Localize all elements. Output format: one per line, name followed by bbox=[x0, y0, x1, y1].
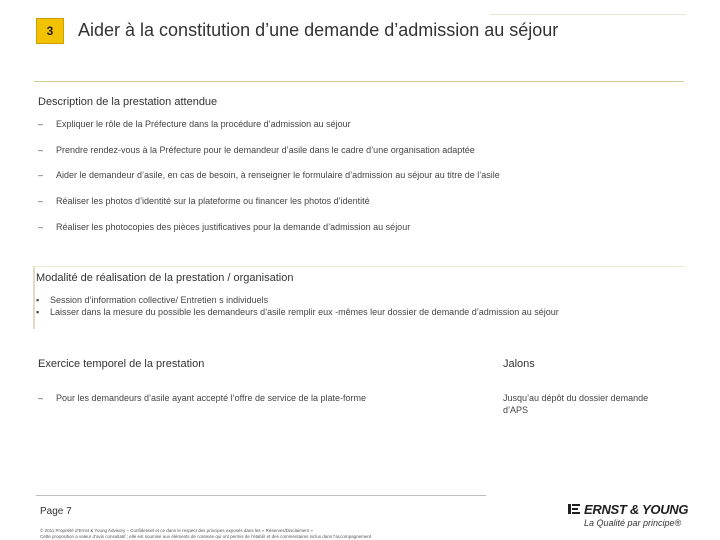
list-item-text: Aider le demandeur d’asile, en cas de besoin, à renseigner le formulaire d’admission au séjour au titre de l’asile bbox=[56, 170, 500, 180]
jalons-text-line: Jusqu’au dépôt du dossier demande bbox=[503, 393, 649, 403]
header-rule bbox=[490, 14, 686, 15]
square-bullet-icon: ▪ bbox=[36, 307, 40, 317]
dash-marker: – bbox=[38, 170, 44, 180]
company-tagline: La Qualité par principe® bbox=[584, 518, 682, 528]
list-item bbox=[38, 145, 475, 155]
square-bullet-icon: ▪ bbox=[36, 295, 40, 305]
page-number: Page 7 bbox=[40, 506, 72, 517]
dash-marker: – bbox=[38, 145, 44, 155]
list-item-text: Session d’information collective/ Entretien s individuels bbox=[50, 295, 269, 305]
list-item bbox=[38, 170, 500, 180]
dash-marker: – bbox=[38, 119, 44, 129]
page-title: Aider à la constitution d’une demande d’admission au séjour bbox=[78, 20, 559, 40]
dash-marker: – bbox=[38, 196, 44, 206]
company-logo-text: ERNST & YOUNG bbox=[584, 502, 689, 517]
list-item bbox=[38, 393, 366, 403]
list-item-text: Laisser dans la mesure du possible les demandeurs d’asile remplir eux -mêmes leur dossier de demande d’admission au séjour bbox=[50, 307, 559, 317]
organisation-section-title: Modalité de réalisation de la prestation / organisation bbox=[36, 272, 294, 284]
footer-disclaimer: Cette proposition a valeur d’avis consultatif ; elle est soumise aux éléments de contexte qui ont permis de l’établir et des commentaires inclus dans l’accompagnement bbox=[40, 534, 372, 539]
footer-divider bbox=[36, 495, 486, 496]
title-divider bbox=[34, 81, 684, 82]
dash-marker: – bbox=[38, 393, 44, 403]
list-item bbox=[38, 196, 370, 206]
footer-copyright: © 2011 Propriété d’Ernst & Young Advisory – Confidentiel et ce dans le respect des principes exposés dans les « Réserves/Disclaimers » bbox=[40, 528, 313, 533]
ernst-young-logo-icon bbox=[567, 503, 581, 515]
description-section-title: Description de la prestation attendue bbox=[38, 96, 218, 108]
list-item bbox=[38, 119, 351, 129]
list-item-text: Prendre rendez-vous à la Préfecture pour le demandeur d’asile dans le cadre d’une organisation adaptée bbox=[56, 145, 475, 155]
list-item-text: Réaliser les photos d’identité sur la plateforme ou financer les photos d’identité bbox=[56, 196, 370, 206]
list-item bbox=[38, 222, 410, 232]
list-item bbox=[36, 307, 559, 317]
dash-marker: – bbox=[38, 222, 44, 232]
list-item bbox=[36, 295, 268, 305]
list-item-text: Pour les demandeurs d’asile ayant accepté l’offre de service de la plate-forme bbox=[56, 393, 367, 403]
jalons-title: Jalons bbox=[503, 358, 535, 370]
timing-section-title: Exercice temporel de la prestation bbox=[38, 358, 205, 370]
list-item-text: Expliquer le rôle de la Préfecture dans la procédure d’admission au séjour bbox=[56, 119, 351, 129]
list-item-text: Réaliser les photocopies des pièces justificatives pour la demande d’admission au séjour bbox=[56, 222, 411, 232]
jalons-text-line: d’APS bbox=[503, 405, 529, 415]
section-number-badge: 3 bbox=[36, 18, 64, 44]
